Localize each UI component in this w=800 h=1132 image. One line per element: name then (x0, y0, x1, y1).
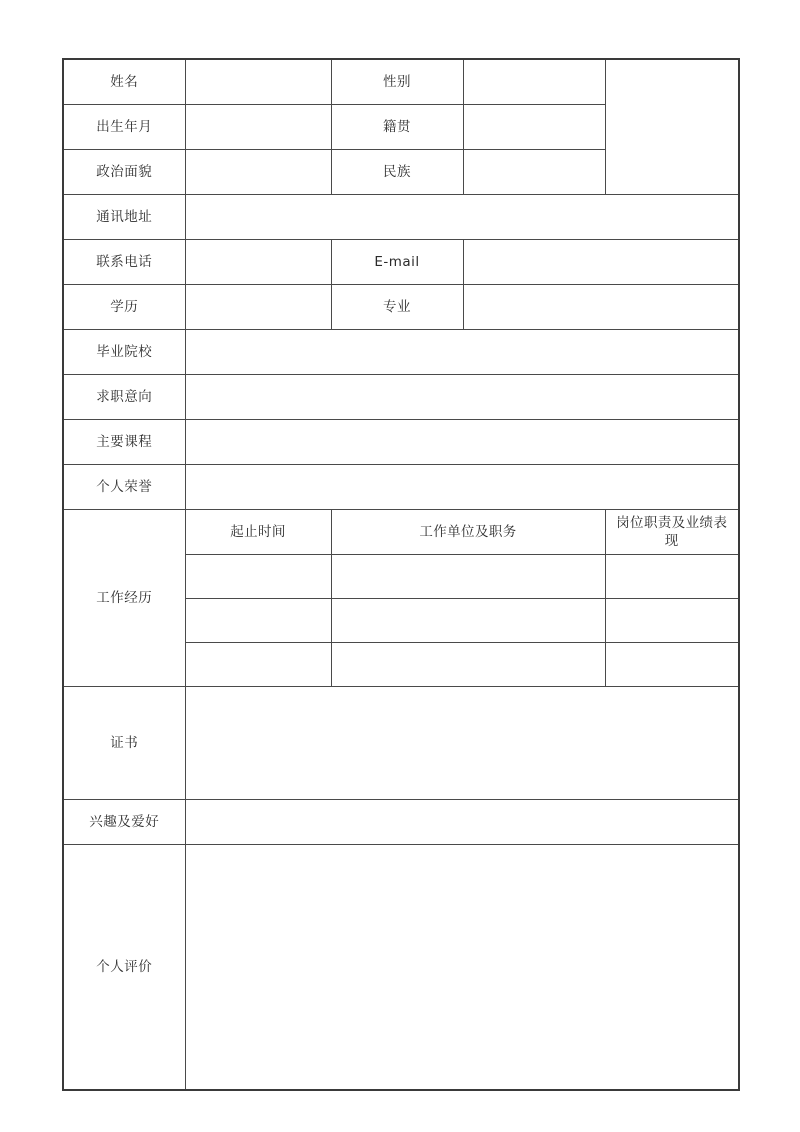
field-main-courses[interactable] (185, 420, 739, 465)
work-cell-employer[interactable] (331, 555, 605, 599)
table-row-name (63, 59, 739, 105)
label-job-intention: 求职意向 (63, 375, 185, 420)
label-name: 姓名 (63, 59, 185, 105)
label-email: E-mail (331, 240, 463, 285)
field-phone[interactable] (185, 240, 331, 285)
table-row-honors (63, 465, 739, 510)
work-cell-duties[interactable] (605, 643, 739, 687)
resume-form-table (62, 58, 740, 1091)
label-birth-date: 出生年月 (63, 105, 185, 150)
work-cell-employer[interactable] (331, 599, 605, 643)
table-row-job-intention (63, 375, 739, 420)
field-native-place[interactable] (463, 105, 605, 150)
label-self-evaluation: 个人评价 (63, 845, 185, 1091)
field-birth-date[interactable] (185, 105, 331, 150)
label-native-place: 籍贯 (331, 105, 463, 150)
label-political-status: 政治面貌 (63, 150, 185, 195)
field-honors[interactable] (185, 465, 739, 510)
work-cell-period[interactable] (185, 599, 331, 643)
table-row-address (63, 195, 739, 240)
field-hobbies[interactable] (185, 800, 739, 845)
label-certificates: 证书 (63, 687, 185, 800)
work-col-header-period: 起止时间 (185, 510, 331, 555)
label-graduate-school: 毕业院校 (63, 330, 185, 375)
field-major[interactable] (463, 285, 739, 330)
work-cell-duties[interactable] (605, 555, 739, 599)
label-honors: 个人荣誉 (63, 465, 185, 510)
work-cell-period[interactable] (185, 555, 331, 599)
label-work-experience: 工作经历 (63, 510, 185, 687)
table-row-certificates (63, 687, 739, 800)
field-address[interactable] (185, 195, 739, 240)
label-major: 专业 (331, 285, 463, 330)
table-row-self-evaluation (63, 845, 739, 1091)
label-address: 通讯地址 (63, 195, 185, 240)
table-row-work-header (63, 510, 739, 555)
table-row-education (63, 285, 739, 330)
table-row-hobbies (63, 800, 739, 845)
field-ethnicity[interactable] (463, 150, 605, 195)
field-graduate-school[interactable] (185, 330, 739, 375)
field-education-level[interactable] (185, 285, 331, 330)
work-cell-period[interactable] (185, 643, 331, 687)
field-name[interactable] (185, 59, 331, 105)
field-self-evaluation[interactable] (185, 845, 739, 1091)
table-row-main-courses (63, 420, 739, 465)
work-cell-employer[interactable] (331, 643, 605, 687)
label-ethnicity: 民族 (331, 150, 463, 195)
field-job-intention[interactable] (185, 375, 739, 420)
label-education-level: 学历 (63, 285, 185, 330)
field-gender[interactable] (463, 59, 605, 105)
table-row-school (63, 330, 739, 375)
field-political-status[interactable] (185, 150, 331, 195)
label-phone: 联系电话 (63, 240, 185, 285)
field-certificates[interactable] (185, 687, 739, 800)
photo-placeholder[interactable] (605, 59, 739, 195)
work-cell-duties[interactable] (605, 599, 739, 643)
label-hobbies: 兴趣及爱好 (63, 800, 185, 845)
work-col-header-duties: 岗位职责及业绩表现 (605, 510, 739, 555)
label-main-courses: 主要课程 (63, 420, 185, 465)
field-email[interactable] (463, 240, 739, 285)
table-row-contact (63, 240, 739, 285)
work-col-header-employer: 工作单位及职务 (331, 510, 605, 555)
label-gender: 性别 (331, 59, 463, 105)
